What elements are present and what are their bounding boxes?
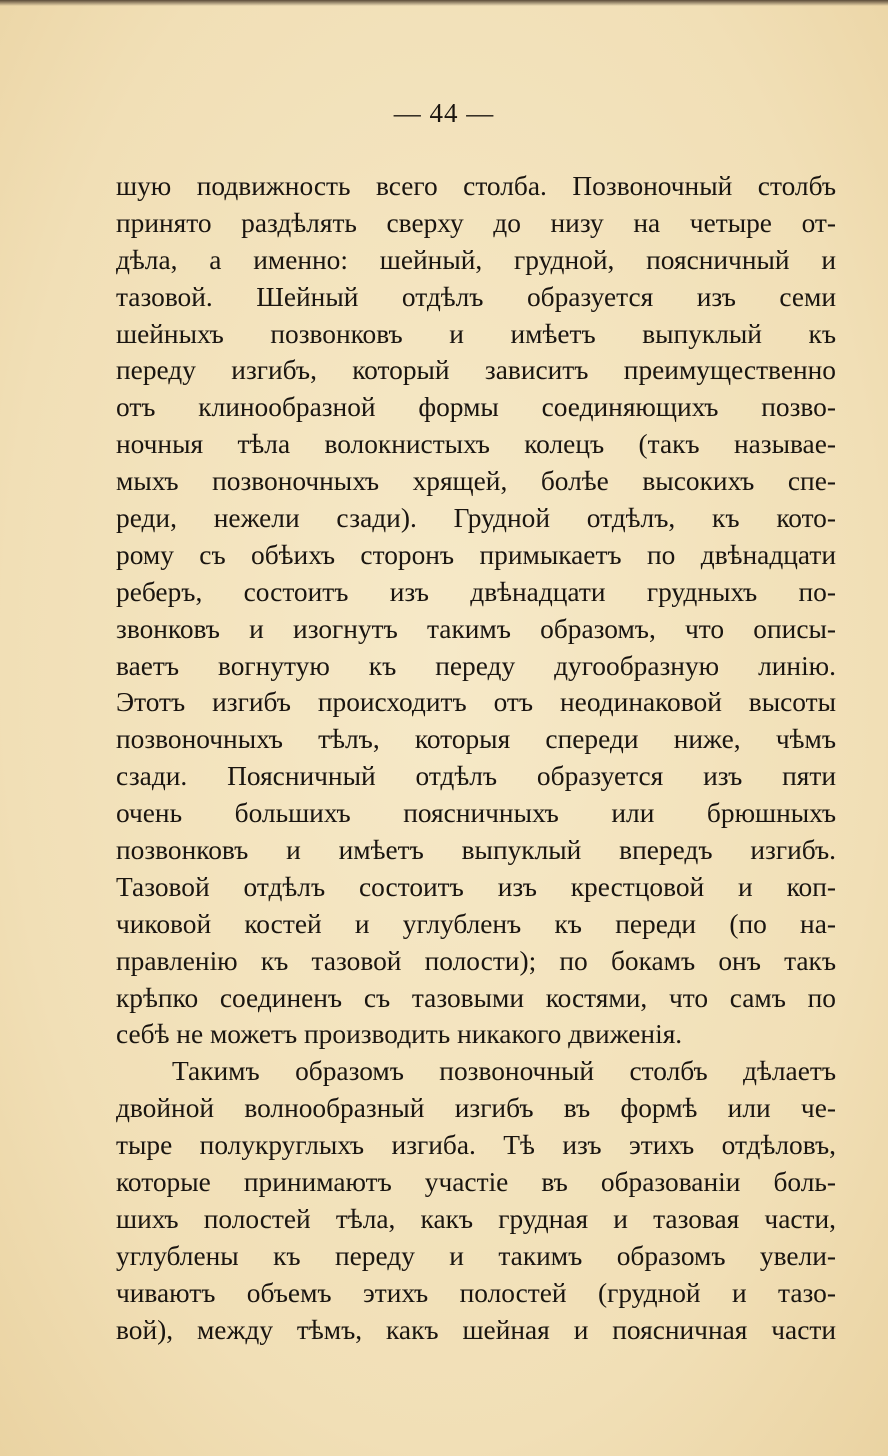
text-line: вой), между тѣмъ, какъ шейная и поясничная части [116,1314,836,1345]
text-line: реди, нежели сзади). Грудной отдѣлъ, къ кото- [116,503,836,534]
text-line: очень большихъ поясничныхъ или брюшныхъ [116,798,836,829]
text-line: реберъ, состоитъ изъ двѣнадцати грудныхъ по- [116,576,836,607]
text-line: ночныя тѣла волокнистыхъ колецъ (такъ называе- [116,429,836,460]
text-line: мыхъ позвоночныхъ хрящей, болѣе высокихъ спе- [116,466,836,497]
text-line: двойной волнообразный изгибъ въ формѣ или че- [116,1093,836,1124]
text-line: чиваютъ объемъ этихъ полостей (грудной и тазо- [116,1277,836,1308]
text-line: тазовой. Шейный отдѣлъ образуется изъ семи [116,281,836,312]
text-line: Этотъ изгибъ происходитъ отъ неодинаковой высоты [116,687,836,718]
text-line: шую подвижность всего столба. Позвоночный столбъ [116,171,836,201]
text-line: звонковъ и изогнутъ такимъ образомъ, что описы- [116,613,836,644]
text-line: крѣпко соединенъ съ тазовыми костями, что самъ по [116,982,836,1013]
body-text [116,168,836,1349]
text-line: переду изгибъ, который зависитъ преимущественно [116,355,836,386]
paragraph [116,1053,836,1348]
text-line: чиковой костей и углубленъ къ переди (по на- [116,908,836,939]
text-line: сзади. Поясничный отдѣлъ образуется изъ пяти [116,761,836,792]
text-line: правленію къ тазовой полости); по бокамъ онъ такъ [116,945,836,976]
text-line: принято раздѣлять сверху до низу на четыре от- [116,207,836,238]
text-line: ваетъ вогнутую къ переду дугообразную линію. [116,650,836,681]
paragraph [116,168,836,1053]
page-number: — 44 — [393,98,495,128]
text-line: позвонковъ и имѣетъ выпуклый впередъ изгибъ. [116,835,836,866]
text-line: шейныхъ позвонковъ и имѣетъ выпуклый къ [116,318,836,349]
text-line: Такимъ образомъ позвоночный столбъ дѣлаетъ [172,1056,836,1087]
text-line: тыре полукруглыхъ изгиба. Тѣ изъ этихъ отдѣловъ, [116,1130,836,1161]
text-line: дѣла, а именно: шейный, грудной, поясничный и [116,244,836,275]
text-line: углублены къ переду и такимъ образомъ увели- [116,1240,836,1271]
text-line: Тазовой отдѣлъ состоитъ изъ крестцовой и коп- [116,871,836,902]
text-line: шихъ полостей тѣла, какъ грудная и тазовая части, [116,1203,836,1234]
text-line: отъ клинообразной формы соединяющихъ позво- [116,392,836,423]
text-line: рому съ обѣихъ сторонъ примыкаетъ по двѣнадцати [116,539,836,570]
text-line: себѣ не можетъ производить никакого движенія. [116,1019,683,1050]
page-top-edge [0,0,888,6]
text-line: позвоночныхъ тѣлъ, которыя спереди ниже, чѣмъ [116,724,836,755]
text-line: которые принимаютъ участіе въ образованіи боль- [116,1167,836,1198]
